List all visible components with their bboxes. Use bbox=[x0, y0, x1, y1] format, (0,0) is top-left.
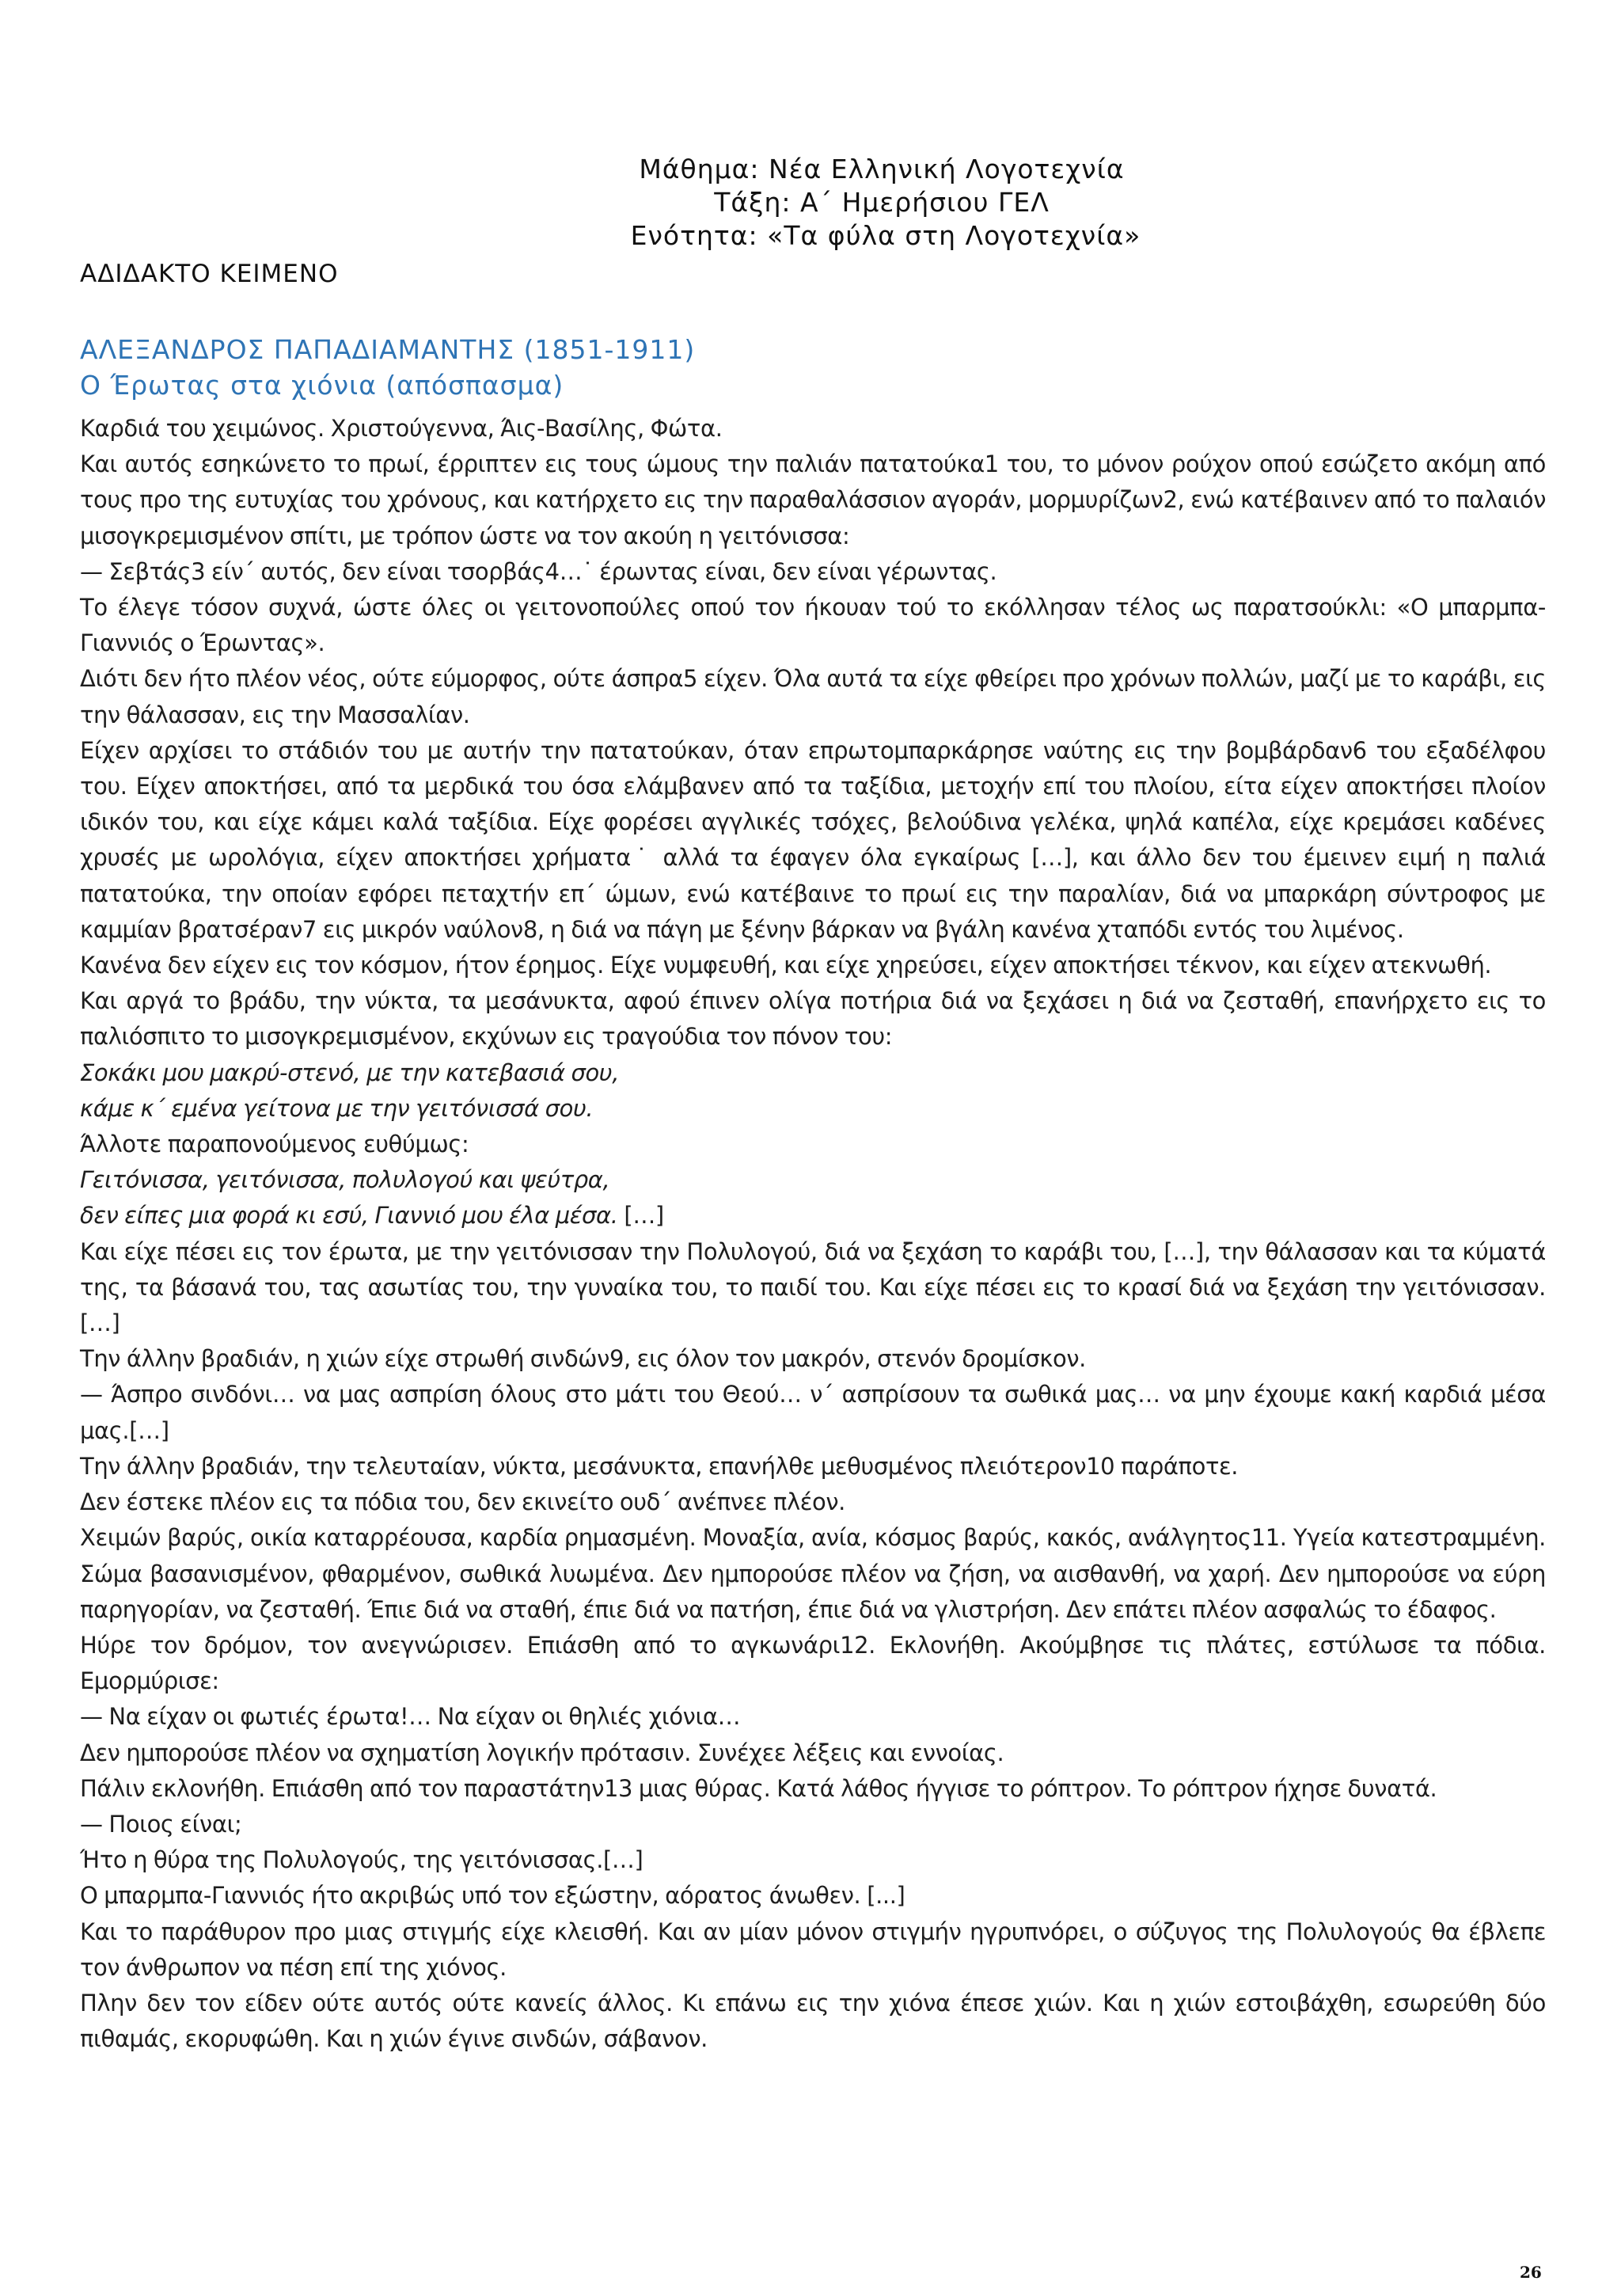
paragraph: Πάλιν εκλονήθη. Επιάσθη από τον παραστάτην13 μιας θύρας. Κατά λάθος ήγγισε το ρόπτρον. Το ρόπτρον ήχησε δυνατά. bbox=[80, 1774, 1437, 1802]
paragraph: Ηύρε τον δρόμον, τον ανεγνώρισεν. Επιάσθη από το αγκωνάρι12. Εκλονήθη. Ακούμβησε τις πλάτες, εστύλωσε τα πόδια. Εμορμύρισε: bbox=[80, 1631, 1546, 1695]
verse-line: κάμε κ΄ εμένα γείτονα με την γειτόνισσά σου. bbox=[80, 1094, 594, 1122]
subject-line: Μάθημα: Νέα Ελληνική Λογοτεχνία bbox=[639, 154, 1125, 184]
text-body bbox=[80, 411, 1546, 2057]
paragraph: Την άλλην βραδιάν, την τελευταίαν, νύκτα, μεσάνυκτα, επανήλθε μεθυσμένος πλειότερον10 παράποτε. bbox=[80, 1452, 1239, 1480]
page-number: 26 bbox=[1520, 2263, 1542, 2282]
paragraph: Την άλλην βραδιάν, η χιών είχε στρωθή σινδών9, εις όλον τον μακρόν, στενόν δρομίσκον. bbox=[80, 1345, 1086, 1373]
dialogue-line: — Σεβτάς3 είν΄ αυτός, δεν είναι τσορβάς4…˙ έρωντας είναι, δεν είναι γέρωντας. bbox=[80, 557, 997, 585]
author-heading: ΑΛΕΞΑΝΔΡΟΣ ΠΑΠΑΔΙΑΜΑΝΤΗΣ (1851-1911) bbox=[80, 334, 696, 365]
paragraph: Χειμών βαρύς, οικία καταρρέουσα, καρδία ρημασμένη. Μοναξία, ανία, κόσμος βαρύς, κακός, ανάλγητος11. Υγεία κατεστραμμένη. Σώμα βασανισμένον, φθαρμένον, σωθικά λυωμένα. Δεν ημπορούσε πλέον να ζήση, να αισθανθή, να χαρή. Δεν ημπορούσε να εύρη παρηγορίαν, να ζεσταθή. Έπιε διά να σταθή, έπιε διά να πατήση, έπιε διά να γλιστρήση. Δεν επάτει πλέον ασφαλώς το έδαφος. bbox=[80, 1524, 1546, 1623]
paragraph: Κανένα δεν είχεν εις τον κόσμον, ήτον έρημος. Είχε νυμφευθή, και είχε χηρεύσει, είχεν αποκτήσει τέκνον, και είχεν ατεκνωθή. bbox=[80, 952, 1492, 979]
dialogue-line: — Άσπρο σινδόνι… να μας ασπρίση όλους στο μάτι του Θεού… ν΄ ασπρίσουν τα σωθικά μας… να μην έχουμε κακή καρδιά μέσα μας.[…] bbox=[80, 1381, 1546, 1444]
verse-line-with-ellipsis bbox=[80, 1198, 1546, 1234]
paragraph: Και αυτός εσηκώνετο το πρωί, έρριπτεν εις τους ώμους την παλιάν πατατούκα1 του, το μόνον ρούχον οπού εσώζετο ακόμη από τους προ της ευτυχίας του χρόνους, και κατήρχετο εις την παραθαλάσσιον αγοράν, μορμυρίζων2, ενώ κατέβαινεν από το παλαιόν μισογκρεμισμένον σπίτι, με τρόπον ώστε να τον ακούη η γειτόνισσα: bbox=[80, 450, 1546, 549]
document-header bbox=[0, 153, 1621, 253]
paragraph: Πλην δεν τον είδεν ούτε αυτός ούτε κανείς άλλος. Κι επάνω εις την χιόνα έπεσε χιών. Και η χιών εστοιβάχθη, εσωρεύθη δύο πιθαμάς, εκορυφώθη. Και η χιών έγινε σινδών, σάβανον. bbox=[80, 1989, 1546, 2053]
paragraph: Και είχε πέσει εις τον έρωτα, με την γειτόνισσαν την Πολυλογού, διά να ξεχάση το καράβι του, […], την θάλασσαν και τα κύματά της, τα βάσανά του, τας ασωτίας του, την γυναίκα του, το παιδί του. Και είχε πέσει εις το κρασί διά να ξεχάση την γειτόνισσαν.[…] bbox=[80, 1237, 1546, 1337]
paragraph: Το έλεγε τόσον συχνά, ώστε όλες οι γειτονοπούλες οπού τον ήκουαν τού το εκόλλησαν τέλος ως παρατσούκλι: «Ο μπαρμπα-Γιαννιός ο Έρωντας». bbox=[80, 594, 1546, 657]
paragraph: Δεν ημπορούσε πλέον να σχηματίση λογικήν πρότασιν. Συνέχεε λέξεις και εννοίας. bbox=[80, 1739, 1004, 1766]
verse-line: Σοκάκι μου μακρύ-στενό, με την κατεβασιά σου, bbox=[80, 1059, 620, 1086]
verse-line: Γειτόνισσα, γειτόνισσα, πολυλογού και ψεύτρα, bbox=[80, 1166, 610, 1194]
section-label: ΑΔΙΔΑΚΤΟ ΚΕΙΜΕΝΟ bbox=[80, 260, 339, 288]
paragraph: Και το παράθυρον προ μιας στιγμής είχε κλεισθή. Και αν μίαν μόνον στιγμήν ηγρυπνόρει, ο σύζυγος της Πολυλογούς θα έβλεπε τον άνθρωπον να πέση επί της χιόνος. bbox=[80, 1918, 1546, 1981]
paragraph: Ο μπαρμπα-Γιαννιός ήτο ακριβώς υπό τον εξώστην, αόρατος άνωθεν. [...] bbox=[80, 1882, 905, 1910]
dialogue-line: — Ποιος είναι; bbox=[80, 1810, 242, 1838]
paragraph: Καρδιά του χειμώνος. Χριστούγεννα, Άις-Βασίλης, Φώτα. bbox=[80, 415, 723, 442]
omission-mark: […] bbox=[624, 1202, 664, 1230]
unit-line: Ενότητα: «Τα φύλα στη Λογοτεχνία» bbox=[630, 220, 1141, 251]
paragraph: Και αργά το βράδυ, την νύκτα, τα μεσάνυκτα, αφού έπινεν ολίγα ποτήρια διά να ξεχάσει η διά να ζεσταθή, επανήρχετο εις το παλιόσπιτο το μισογκρεμισμένον, εκχύνων εις τραγούδια τον πόνον του: bbox=[80, 987, 1546, 1051]
paragraph: Ήτο η θύρα της Πολυλογούς, της γειτόνισσας.[…] bbox=[80, 1846, 643, 1874]
verse-text: δεν είπες μια φορά κι εσύ, Γιαννιό μου έλα μέσα. bbox=[80, 1202, 618, 1230]
paragraph: Είχεν αρχίσει το στάδιόν του με αυτήν την πατατούκαν, όταν επρωτομπαρκάρησε ναύτης εις την βομβάρδαν6 του εξαδέλφου του. Είχεν αποκτήσει, από τα μερδικά του όσα ελάμβανεν από τα ταξίδια, μετοχήν επί του πλοίου, είτα είχεν αποκτήσει πλοίον ιδικόν του, και είχε κάμει καλά ταξίδια. Είχε φορέσει αγγλικές τσόχες, βελούδινα γελέκα, ψηλά καπέλα, είχε κρεμάσει καδένες χρυσές με ωρολόγια, είχεν αποκτήσει χρήματα˙ αλλά τα έφαγεν όλα εγκαίρως […], και άλλο δεν του έμεινεν ειμή η παλιά πατατούκα, την οποίαν εφόρει πεταχτήν επ΄ ώμων, ενώ κατέβαινε το πρωί εις την παραλίαν, διά να μπαρκάρη σύντροφος με καμμίαν βρατσέραν7 εις μικρόν ναύλον8, η διά να πάγη με ξένην βάρκαν να βγάλη κανένα χταπόδι εντός του λιμένος. bbox=[80, 736, 1546, 943]
paragraph: Άλλοτε παραπονούμενος ευθύμως: bbox=[80, 1131, 469, 1158]
class-line: Τάξη: Α΄ Ημερήσιου ΓΕΛ bbox=[714, 187, 1050, 218]
paragraph: Διότι δεν ήτο πλέον νέος, ούτε εύμορφος, ούτε άσπρα5 είχεν. Όλα αυτά τα είχε φθείρει προ χρόνων πολλών, μαζί με το καράβι, εις την θάλασσαν, εις την Μασσαλίαν. bbox=[80, 665, 1546, 728]
work-title: Ο Έρωτας στα χιόνια (απόσπασμα) bbox=[80, 370, 564, 401]
dialogue-line: — Να είχαν οι φωτιές έρωτα!… Να είχαν οι θηλιές χιόνια… bbox=[80, 1703, 741, 1731]
paragraph: Δεν έστεκε πλέον εις τα πόδια του, δεν εκινείτο ουδ΄ ανέπνεε πλέον. bbox=[80, 1488, 845, 1516]
